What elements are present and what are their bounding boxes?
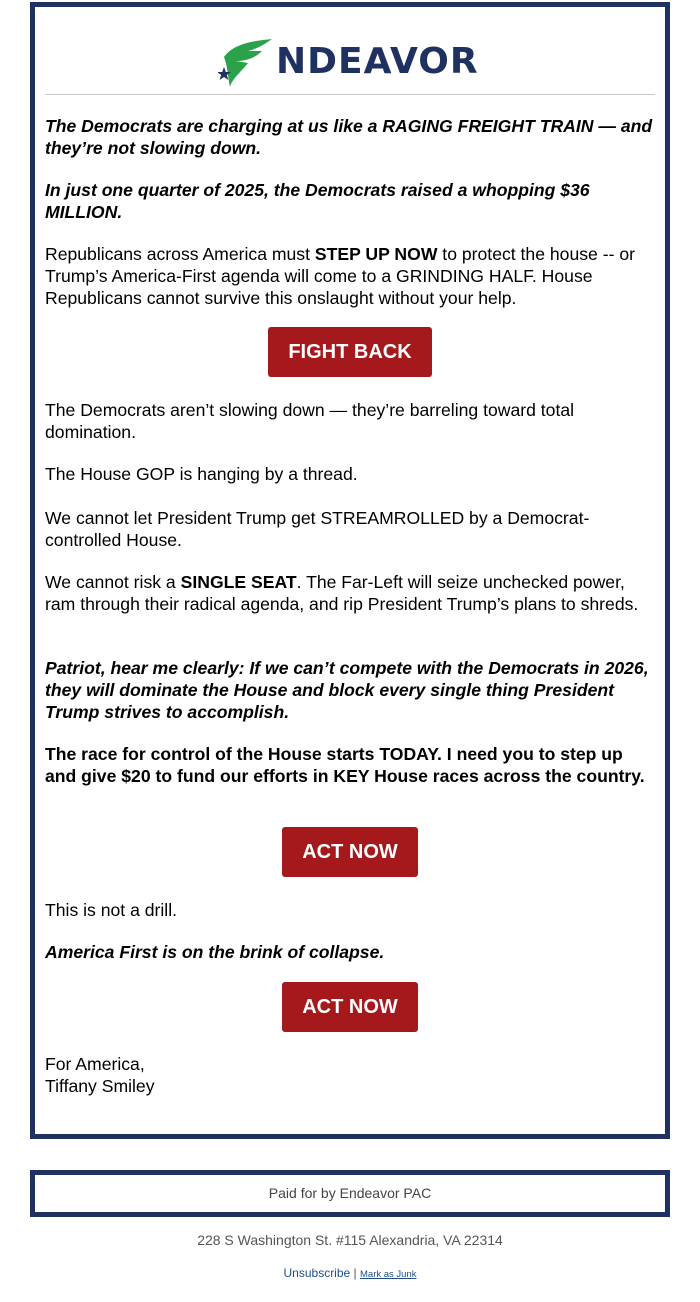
- logo-wordmark: NDEAVOR: [276, 41, 479, 82]
- link-separator: |: [350, 1266, 360, 1280]
- emphasis-text: SINGLE SEAT: [180, 572, 297, 592]
- text-span: Republicans across America must: [45, 244, 315, 264]
- fight-back-button[interactable]: FIGHT BACK: [268, 327, 432, 377]
- body-paragraph: This is not a drill.: [45, 900, 177, 920]
- text-span: . The Far-Left will seize unchecked power, ram through their radical agenda, and rip President Trump’s plans to shreds.: [45, 572, 639, 614]
- paid-for-disclaimer: Paid for by Endeavor PAC: [30, 1170, 670, 1217]
- act-now-button[interactable]: ACT NOW: [282, 827, 418, 877]
- text-span: We cannot risk a: [45, 572, 181, 592]
- endeavor-logo: [218, 37, 508, 89]
- mailing-address: 228 S Washington St. #115 Alexandria, VA 22314: [197, 1232, 503, 1248]
- body-paragraph: [45, 571, 655, 615]
- patriot-paragraph: Patriot, hear me clearly: If we can’t compete with the Democrats in 2026, they will dominate the House and block every single thing President Trump strives to accomplish.: [45, 658, 649, 722]
- call-to-action-paragraph: [45, 243, 655, 309]
- header: [45, 7, 655, 95]
- act-now-button-secondary[interactable]: ACT NOW: [282, 982, 418, 1032]
- text-span: to protect the house -- or Trump’s America-First agenda will come to a GRINDING HALF. House Republicans cannot survive this onslaught without your help.: [45, 244, 635, 308]
- intro-paragraph: The Democrats are charging at us like a RAGING FREIGHT TRAIN — and they’re not slowing down.: [45, 116, 653, 158]
- body-paragraph: The House GOP is hanging by a thread.: [45, 464, 358, 484]
- footer-links: [0, 1266, 700, 1280]
- mark-as-junk-link[interactable]: Mark as Junk: [360, 1269, 417, 1280]
- signer-name: Tiffany Smiley: [45, 1076, 155, 1096]
- body-paragraph: America First is on the brink of collapse.: [45, 942, 385, 962]
- closing-line: For America,: [45, 1054, 145, 1074]
- emphasis-text: STEP UP NOW: [314, 244, 438, 264]
- body-paragraph: We cannot let President Trump get STREAMROLLED by a Democrat-controlled House.: [45, 508, 590, 550]
- fundraising-paragraph: In just one quarter of 2025, the Democrats raised a whopping $36 MILLION.: [45, 180, 590, 222]
- wing-star-icon: [218, 37, 278, 89]
- donation-ask-paragraph: The race for control of the House starts TODAY. I need you to step up and give $20 to fund our efforts in KEY House races across the country.: [45, 744, 645, 786]
- body-paragraph: The Democrats aren’t slowing down — they’re barreling toward total domination.: [45, 400, 575, 442]
- unsubscribe-link[interactable]: Unsubscribe: [283, 1266, 351, 1280]
- email-card: [30, 2, 670, 1139]
